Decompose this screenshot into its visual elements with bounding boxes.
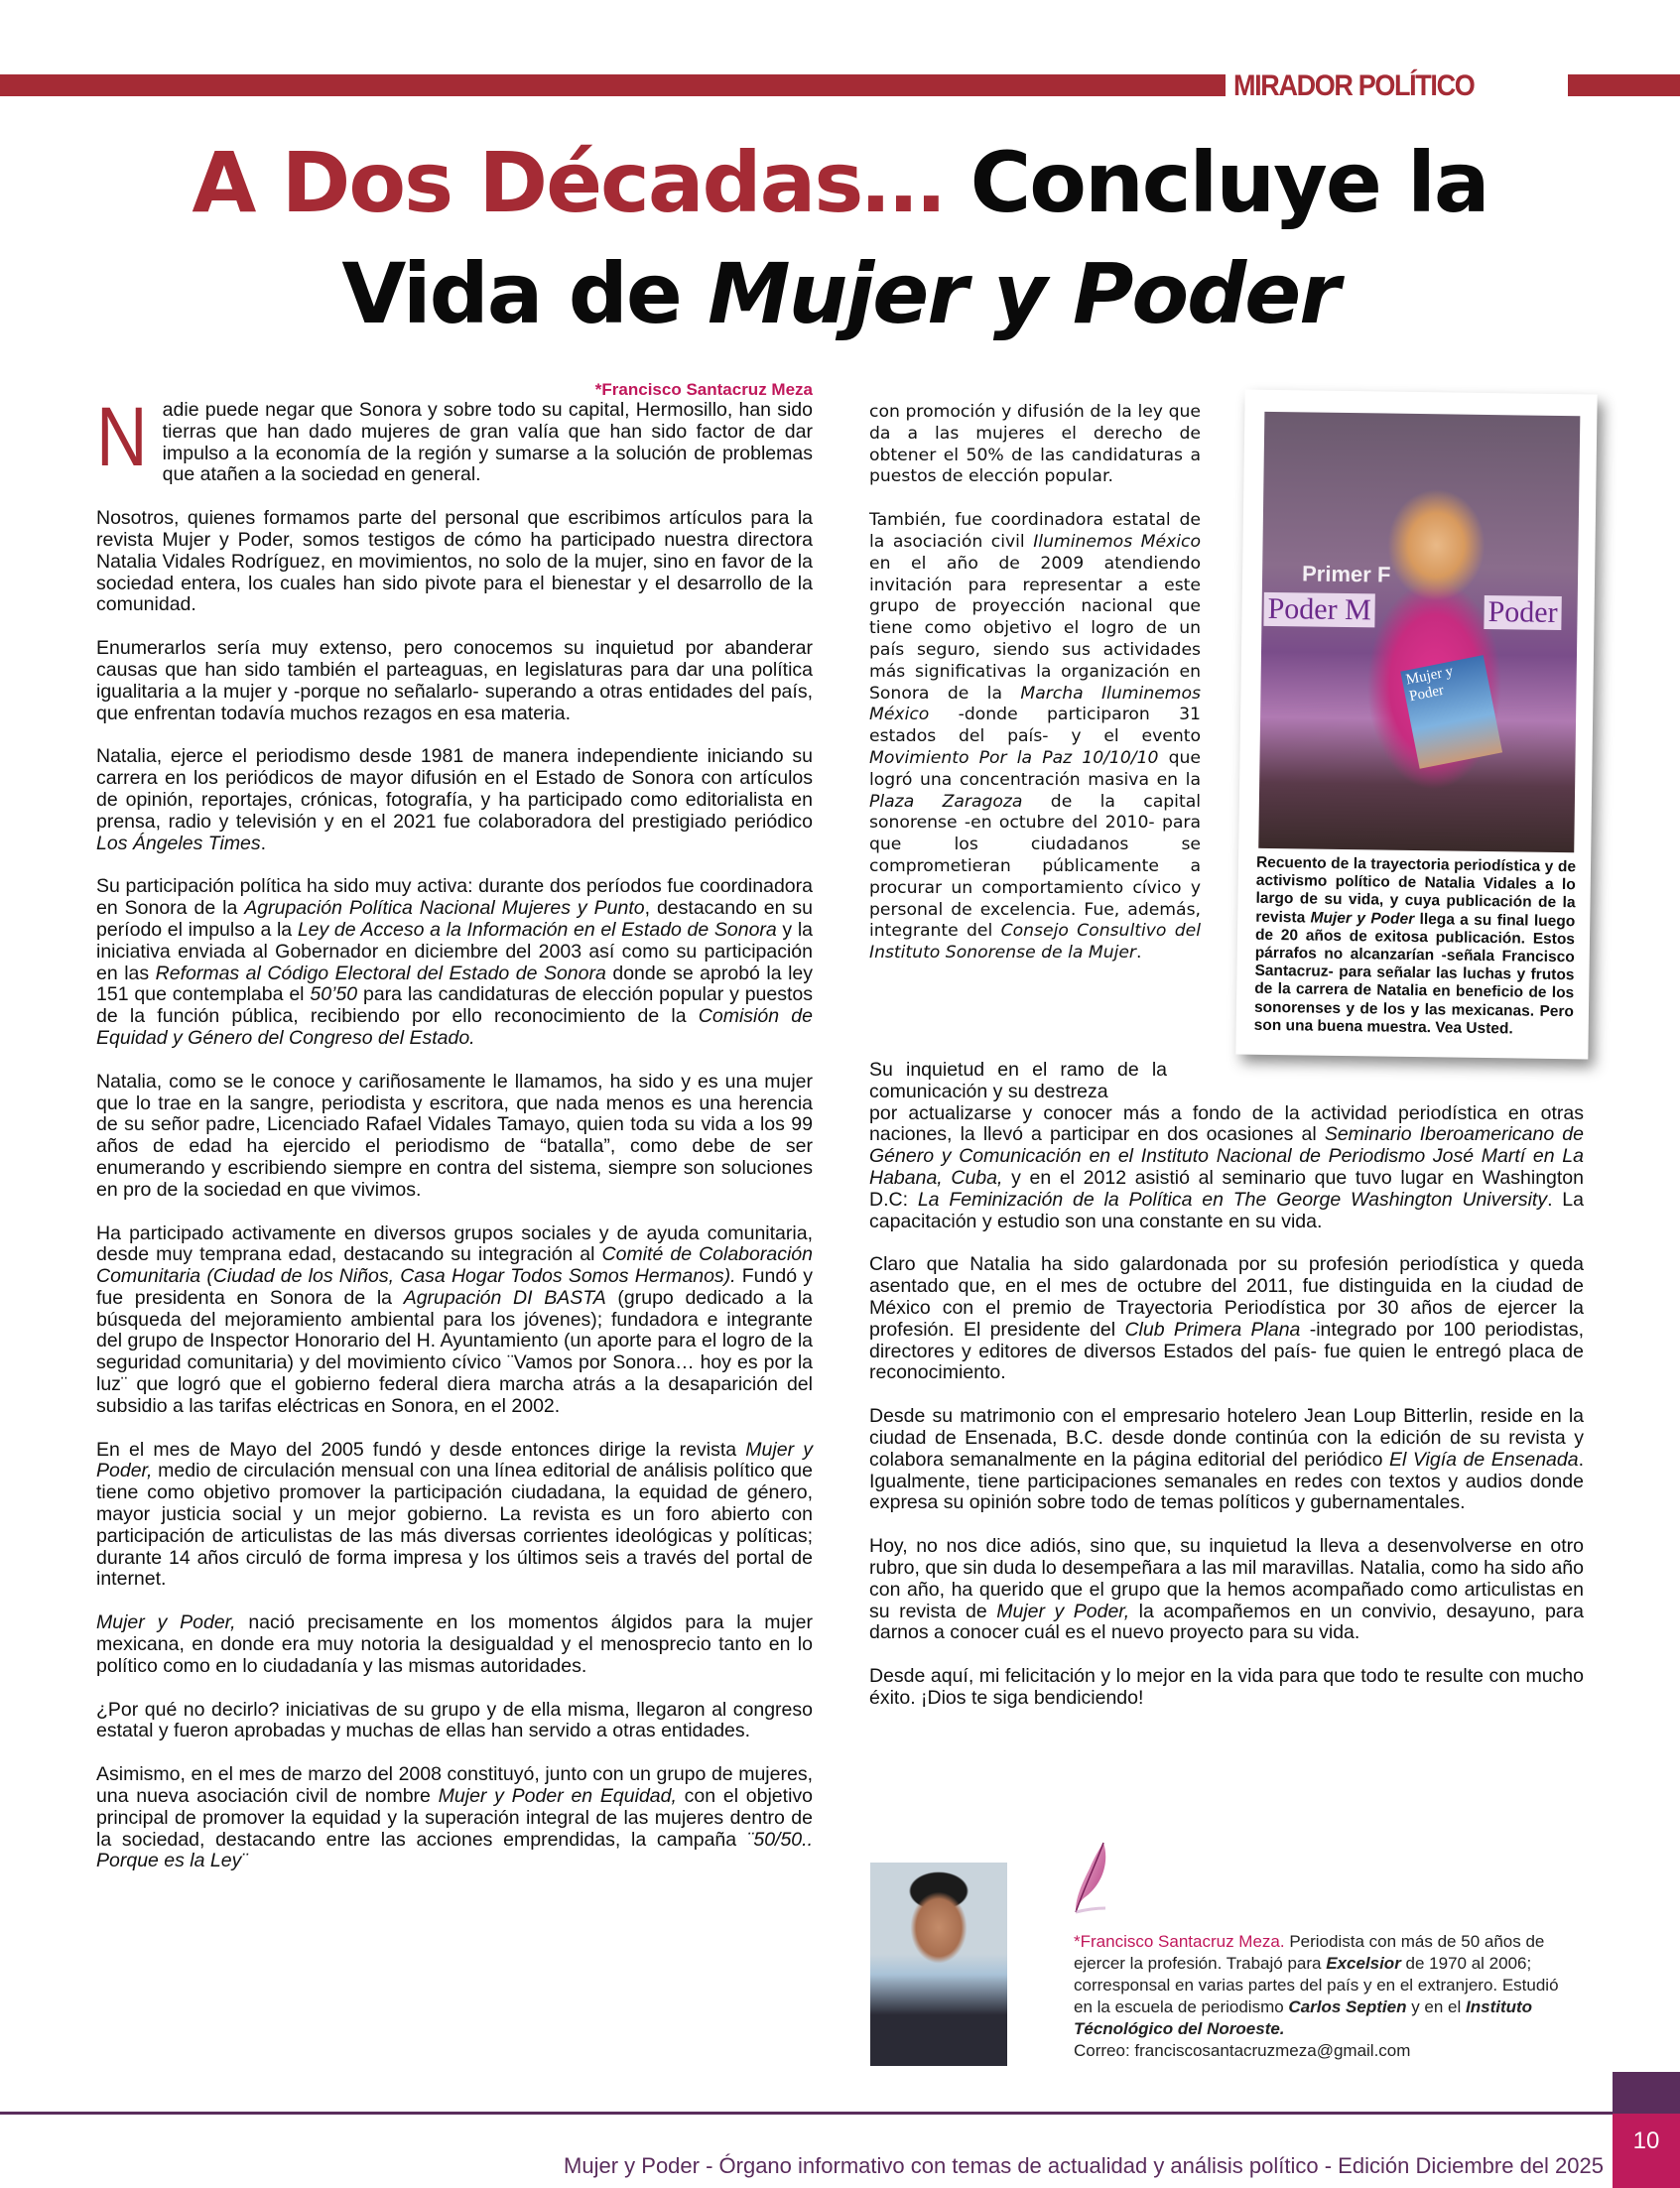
article-headline	[0, 127, 1680, 349]
photo-poster-left: Poder M	[1263, 592, 1375, 628]
magazine-cover: Mujer y Poder	[1400, 655, 1502, 769]
drop-cap: N	[96, 390, 148, 483]
paragraph: También, fue coordinadora estatal de la asociación civil Iluminemos México en el año de 2009 atendiendo invitación para representar a este grupo de proyección nacional que tiene como objetivo el logro de un país seguro, siendo sus actividades más significativas la organización en Sonora de la Marcha Iluminemos México -donde participaron 31 estados del país- y el evento Movimiento Por la Paz 10/10/10 que logró una concentración masiva en la Plaza Zaragoza de la capital sonorense -en octubre del 2010- para que los ciudadanos se comprometieran públicamente a procurar un comportamiento cívico y personal de excelencia. Fue, además, integrante del Consejo Consultivo del Instituto Sonorense de la Mujer.	[869, 510, 1202, 964]
section-label: MIRADOR POLÍTICO	[1233, 69, 1475, 102]
paragraph: Su participación política ha sido muy activa: durante dos períodos fue coordinadora en Sonora de la Agrupación Política Nacional Mujeres y Punto, destacando en su período el impulso a la Ley de Acceso a la Información en el Estado de Sonora y la iniciativa enviada al Gobernador en diciembre del 2003 así como su participación en las Reformas al Código Electoral del Estado de Sonora donde se aprobó la ley 151 que contemplaba el 50’50 para las candidaturas de elección popular y puestos de la función pública, recibiendo por ello reconocimiento de la Comisión de Equidad y Género del Congreso del Estado.	[96, 875, 814, 1049]
paragraph: Desde su matrimonio con el empresario hotelero Jean Loup Bitterlin, reside en la ciudad de Ensenada, B.C. desde donde continúa con la edición de su revista y colabora semanalmente en la página editorial del periódico El Vigía de Ensenada. Igualmente, tiene participaciones semanales en redes con textos y audios donde expresa su opinión sobre todo de temas políticos y gubernamentales.	[869, 1405, 1585, 1514]
quill-feather-icon	[1070, 1841, 1111, 1920]
natalia-photo	[1258, 412, 1580, 852]
paragraph: Asimismo, en el mes de marzo del 2008 constituyó, junto con un grupo de mujeres, una nueva asociación civil de nombre Mujer y Poder en Equidad, con el objetivo principal de promover la equidad y la superación integral de las mujeres dentro de la sociedad, destacando entre las acciones emprendidas, la campaña ¨50/50.. Porque es la Ley¨	[96, 1763, 814, 1872]
page-number: 10	[1613, 2114, 1680, 2188]
paragraph: Nadie puede negar que Sonora y sobre todo su capital, Hermosillo, han sido tierras que han dado mujeres de gran valía que han sido factor de dar impulso a la economía de la región y sumarse a la solución de problemas que atañen a la sociedad en general.	[96, 390, 813, 486]
photo-caption: Recuento de la trayectoria periodística y de activismo político de Natalia Vidales a lo largo de su vida, y cuya publicación de la revista Mujer y Poder llega a su final luego de 20 años de exitosa publicación. Estos párrafos no alcanzarían -señala Francisco Santacruz- para señalar las luchas y frutos de la carrera de Natalia en beneficio de los sonorenses y de los y las mexicanas. Pero son una buena muestra. Vea Usted.	[1253, 853, 1577, 1038]
headline-line2: Vida de	[341, 245, 709, 342]
article-column-right	[869, 1060, 1584, 1732]
paragraph: Nosotros, quienes formamos parte del personal que escribimos artículos para la revista Mujer y Poder, somos testigos de cómo ha participado nuestra directora Natalia Vidales Rodríguez, en movimientos, no solo de la mujer, sino en favor de la sociedad entera, los cuales han sido pivote para el bienestar y el desarrollo de la comunidad.	[96, 507, 813, 616]
paragraph: Natalia, ejerce el periodismo desde 1981 de manera independiente iniciando su carrera en los periódicos de mayor difusión en el Estado de Sonora con artículos de opinión, reportajes, crónicas, fotografía, y ha participado como editorialista en prensa, radio y televisión y en el 2021 fue colaboradora del prestigiado periódico Los Ángeles Times.	[96, 745, 813, 854]
paragraph: En el mes de Mayo del 2005 fundó y desde entonces dirige la revista Mujer y Poder, medio de circulación mensual con una línea editorial de análisis político que tiene como objetivo promover la participación ciudadana, la equidad de género, mayor justicia social y un mejor gobierno. La revista es un foro abierto con participación de articulistas de las más diversas corrientes ideológicas y políticas; durante 14 años circuló de forma impresa y los últimos seis a través del portal de internet.	[96, 1438, 813, 1591]
paragraph: ¿Por qué no decirlo? iniciativas de su grupo y de ella misma, llegaron al congreso estatal y fueron aprobadas y muchas de ellas han servido a otras entidades.	[96, 1698, 813, 1742]
paragraph: Ha participado activamente en diversos grupos sociales y de ayuda comunitaria, desde muy temprana edad, destacando su integración al Comité de Colaboración Comunitaria (Ciudad de los Niños, Casa Hogar Todos Somos Hermanos). Fundó y fue presidenta en Sonora de la Agrupación DI BASTA (grupo dedicado a la búsqueda del mejoramiento ambiental para los jóvenes); fundadora e integrante del grupo de Inspector Honorario del H. Ayuntamiento (un aporte para el logro de la seguridad comunitaria) y del movimiento cívico ¨Vamos por Sonora… hoy es por la luz¨ que logró que el gobierno federal diera marcha atrás a la desaparición del subsidio a las tarifas eléctricas en Sonora, en el 2002.	[96, 1222, 813, 1417]
author-photo	[870, 1863, 1007, 2066]
paragraph: con promoción y difusión de la ley que da a las mujeres el derecho de obtener el 50% de las candidaturas a puestos de elección popular.	[869, 402, 1201, 487]
paragraph: Su inquietud en el ramo de la comunicación y su destreza por actualizarse y conocer más a fondo de la actividad periodística en otras naciones, la llevó a participar en dos ocasiones al Seminario Iberoamericano de Género y Comunicación en el Instituto Nacional de Periodismo José Martí en La Habana, Cuba, y en el 2012 asistió al seminario que tuvo lugar en Washington D.C: La Feminización de la Política en The George Washington University. La capacitación y estudio son una constante en su vida.	[869, 1059, 1584, 1232]
headline-italic-part: Mujer y Poder	[708, 245, 1339, 342]
author-name: *Francisco Santacruz Meza.	[1074, 1932, 1285, 1951]
paragraph: Natalia, como se le conoce y cariñosamente le llamamos, ha sido y es una mujer que lo trae en la sangre, periodista y escritora, que nada menos es una herencia de su señor padre, Licenciado Rafael Vidales Tamayo, quien toda su vida a los 99 años de edad ha ejercido el periodismo de “batalla”, como debe de ser enumerando y escribiendo siempre en contra del sistema, siempre son soluciones en pro de la sociedad en que vivimos.	[96, 1070, 813, 1201]
author-email[interactable]: Correo: franciscosantacruzmeza@gmail.com	[1074, 2041, 1411, 2060]
headline-red-part: A Dos Décadas…	[192, 134, 944, 231]
article-column-middle	[869, 402, 1201, 986]
article-column-left	[96, 380, 813, 1894]
byline: *Francisco Santacruz Meza	[594, 380, 813, 399]
section-rule-left	[0, 74, 1226, 96]
paragraph: Hoy, no nos dice adiós, sino que, su inquietud la lleva a desenvolverse en otro rubro, que sin duda lo desempeñara a las mil maravillas. Natalia, como ha sido año con año, ha querido que el grupo que la hemos acompañado como articulistas en su revista de Mujer y Poder, la acompañemos en un convivio, desayuno, para darnos a conocer cuál es el nuevo proyecto para su vida.	[869, 1535, 1584, 1644]
section-rule-right	[1568, 74, 1680, 96]
footer-publication-line: Mujer y Poder - Órgano informativo con temas de actualidad y análisis político - Edición Diciembre del 2025	[564, 2153, 1604, 2178]
author-bio: *Francisco Santacruz Meza. Periodista con más de 50 años de ejercer la profesión. Trabajó para Excelsior de 1970 al 2006; corresponsal en varias partes del país y en el extranjero. Estudió en la escuela de periodismo Carlos Septien y en el Instituto Técnológico del Noroeste. Correo: franciscosantacruzmeza@gmail.com	[1074, 1932, 1559, 2060]
paragraph: Claro que Natalia ha sido galardonada por su profesión periodística y queda asentado que, en el mes de octubre del 2011, fue distinguida en la ciudad de México con el premio de Trayectoria Periodística por 30 años de ejercer la profesión. El presidente del Club Primera Plana -integrado por 100 periodistas, directores y editores de diversos Estados del país- fue quien le entregó placa de reconocimiento.	[869, 1253, 1585, 1384]
footer-accent-box	[1613, 2072, 1680, 2114]
headline-black-part: Concluye la	[943, 134, 1488, 231]
paragraph: Desde aquí, mi felicitación y lo mejor en la vida para que todo te resulte con mucho éxito. ¡Dios te siga bendiciendo!	[869, 1665, 1584, 1709]
photo-poster-right: Poder	[1484, 595, 1561, 630]
section-header	[0, 69, 1680, 102]
paragraph: Mujer y Poder, nació precisamente en los momentos álgidos para la mujer mexicana, en donde era muy notoria la desigualdad y el menosprecio tanto en lo político como en lo ciudadanía y las mismas autoridades.	[96, 1611, 813, 1677]
footer-rule	[0, 2112, 1613, 2115]
photo-screen-text: Primer F	[1301, 561, 1391, 587]
photo-card	[1235, 390, 1597, 1060]
paragraph: Enumerarlos sería muy extenso, pero conocemos su inquietud por abanderar causas que han sido también el parteaguas, en legislaturas para dar una política igualitaria a la mujer y -porque no señalarlo- superando a otras entidades del país, que enfrentan todavía muchos rezagos en esa materia.	[96, 637, 813, 724]
